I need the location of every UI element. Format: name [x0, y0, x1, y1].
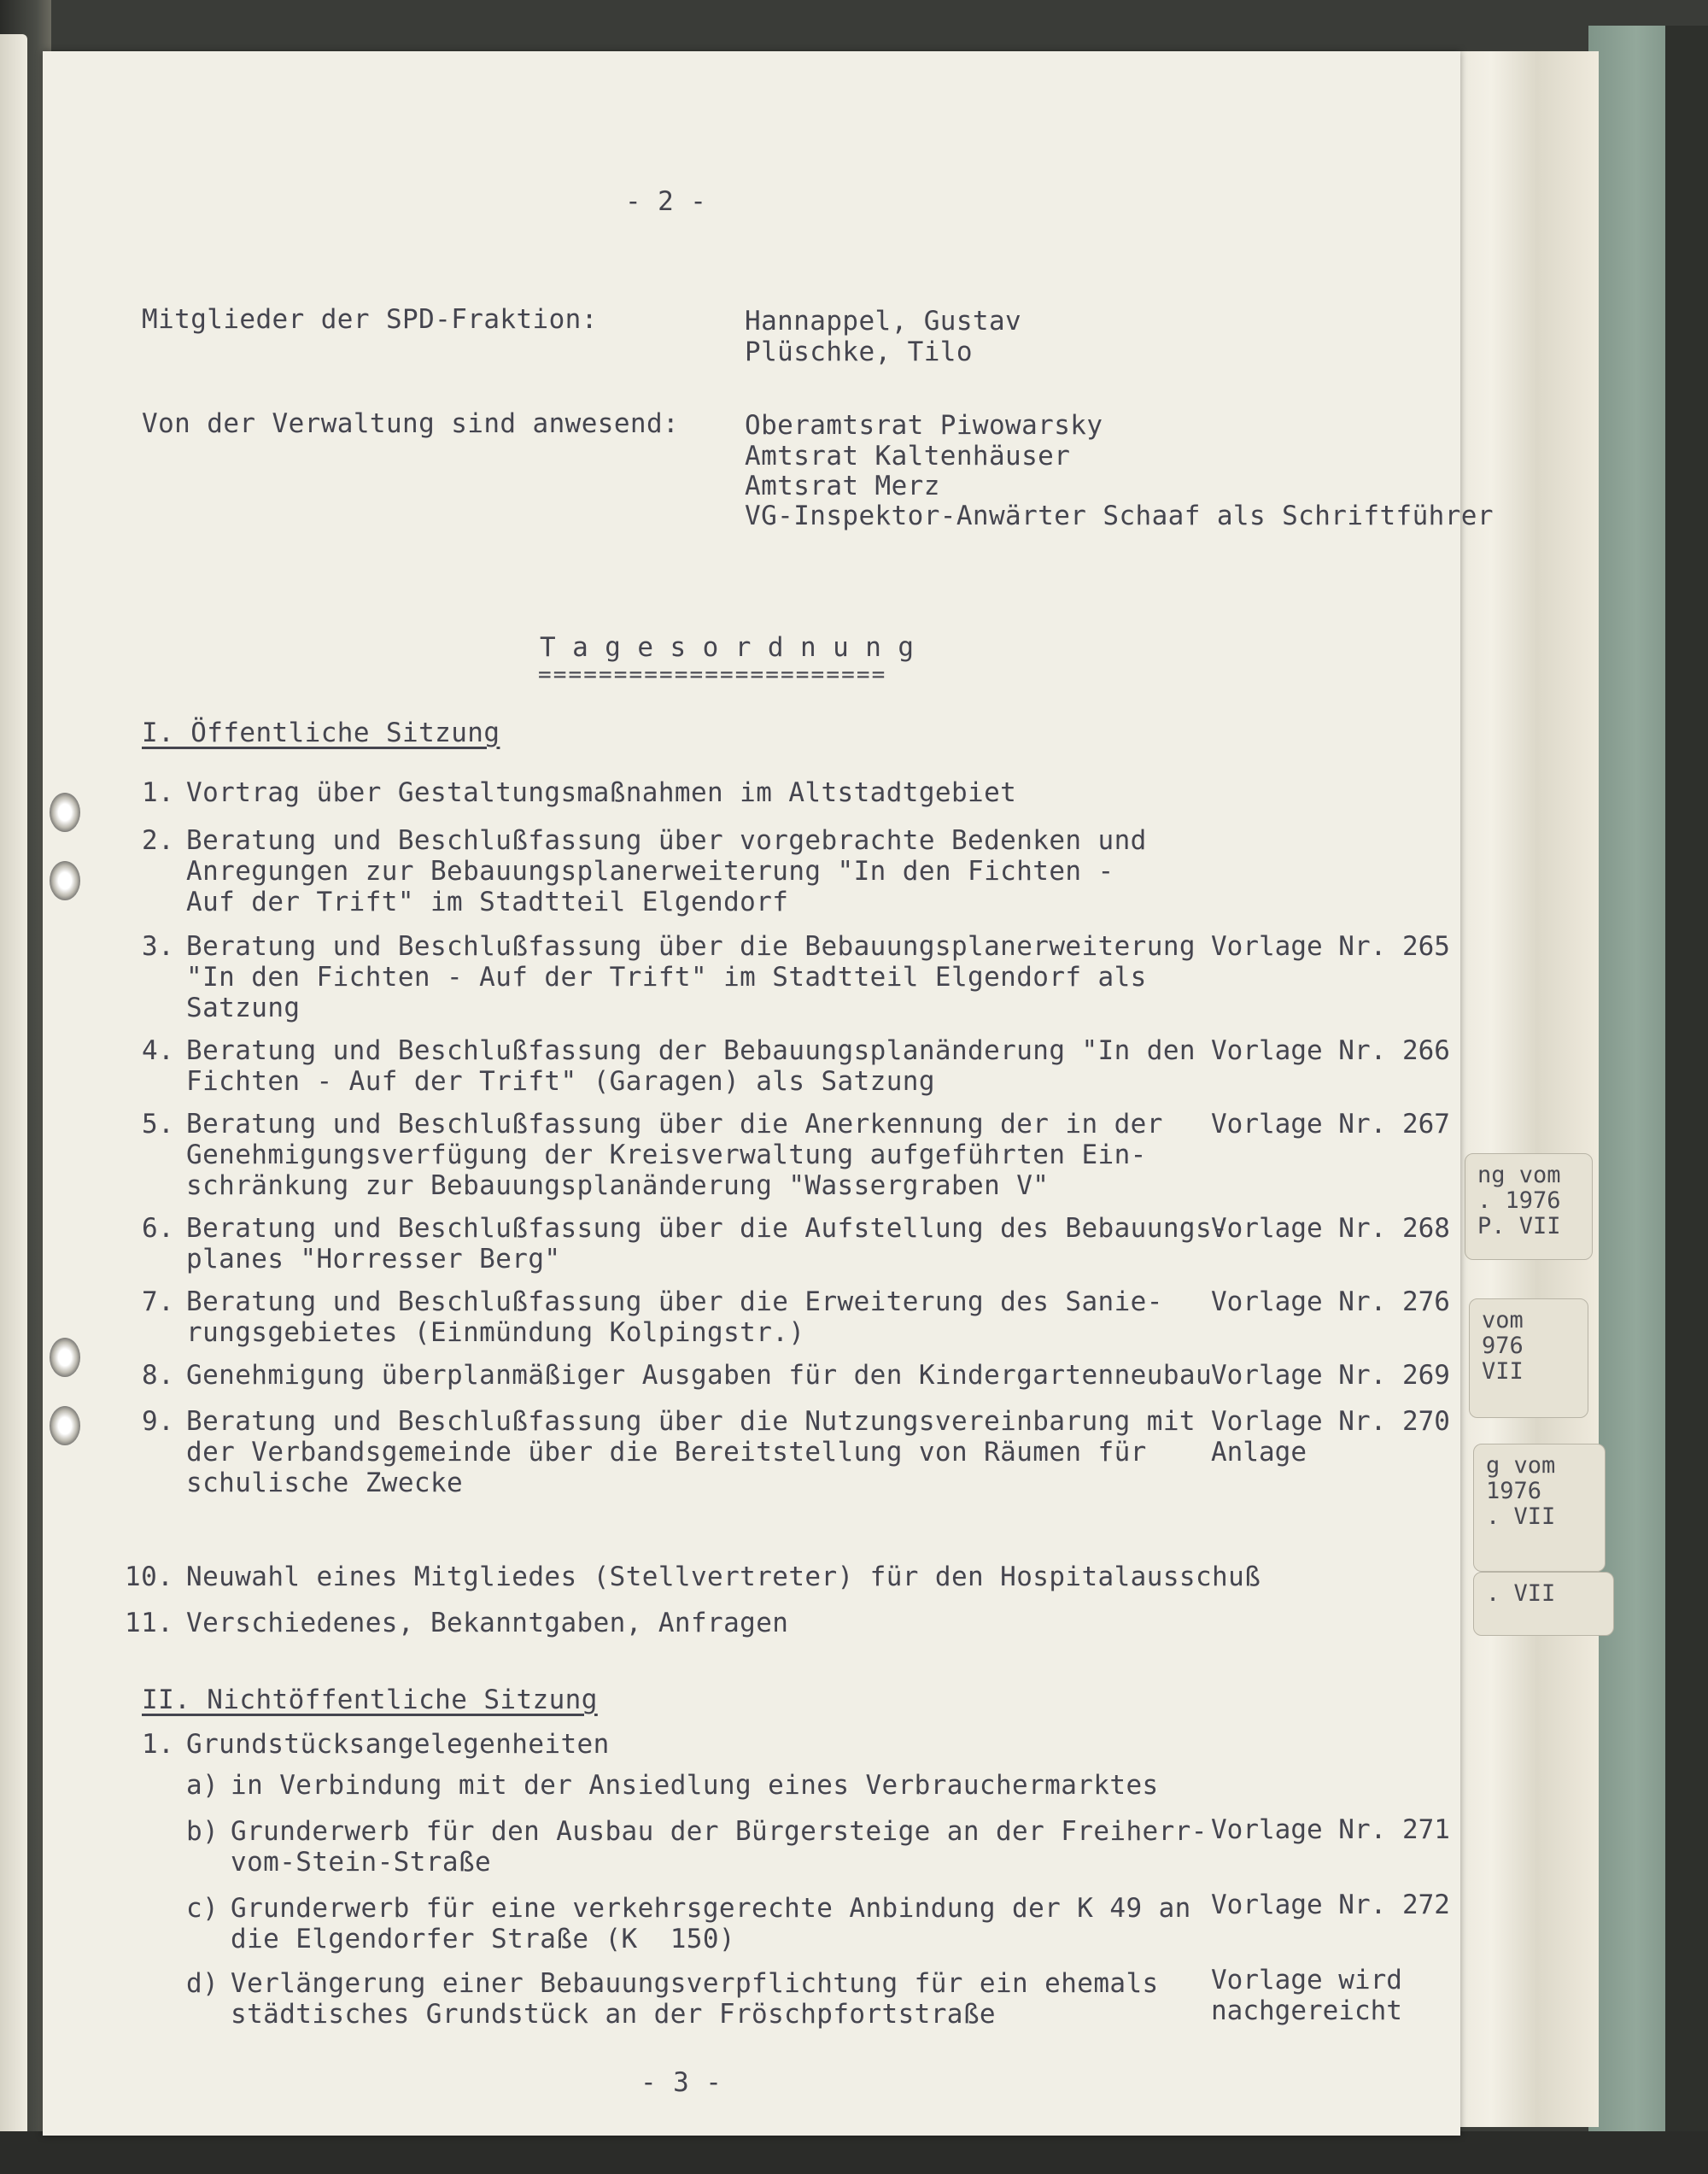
punch-hole [50, 793, 80, 832]
item-reference: Vorlage Nr. 270 Anlage [1211, 1406, 1450, 1468]
attendee-name: Amtsrat Kaltenhäuser [745, 441, 1071, 472]
item-reference: Vorlage Nr. 269 [1211, 1360, 1450, 1391]
page-number-bottom: - 3 - [640, 2067, 722, 2098]
item-text: Grundstücksangelegenheiten [186, 1729, 610, 1760]
item-number: 2. [142, 825, 175, 856]
item-text: Beratung und Beschlußfassung über die Anerkennung der in der Genehmigungsverfügung der Kreisverwaltung aufgeführten Ein- schränkung zur Bebauungsplanänderung "Wassergraben V" [186, 1109, 1163, 1201]
punch-hole [50, 861, 80, 900]
binder-spine-right [1665, 26, 1708, 2174]
attendee-name: Plüschke, Tilo [745, 337, 973, 367]
item-reference: Vorlage Nr. 266 [1211, 1035, 1450, 1066]
subitem-text: Verlängerung einer Bebauungsverpflichtung für ein ehemals städtisches Grundstück an der Fröschpfortstraße [231, 1968, 1159, 2030]
item-text: Beratung und Beschlußfassung über die Erweiterung des Sanie- rungsgebietes (Einmündung Kolpingstr.) [186, 1286, 1163, 1348]
item-number: 9. [142, 1406, 175, 1437]
subitem-text: in Verbindung mit der Ansiedlung eines Verbrauchermarktes [231, 1770, 1159, 1801]
item-text: Vortrag über Gestaltungsmaßnahmen im Altstadtgebiet [186, 777, 1017, 808]
item-number: 11. [125, 1608, 174, 1638]
item-reference: Vorlage Nr. 265 [1211, 931, 1450, 962]
item-text: Beratung und Beschlußfassung über die Nutzungsvereinbarung mit der Verbandsgemeinde über die Bereitstellung von Räumen für schulische Zwecke [186, 1406, 1196, 1498]
index-tab[interactable]: vom 976 VII [1469, 1298, 1588, 1418]
left-page-edge [0, 34, 27, 2153]
subitem-text: Grunderwerb für eine verkehrsgerechte Anbindung der K 49 an die Elgendorfer Straße (K 150) [231, 1893, 1191, 1954]
item-reference: Vorlage Nr. 272 [1211, 1890, 1450, 1920]
item-text: Beratung und Beschlußfassung über vorgebrachte Bedenken und Anregungen zur Bebauungsplanerweiterung "In den Fichten - Auf der Trift" im Stadtteil Elgendorf [186, 825, 1147, 917]
subitem-letter: c) [186, 1893, 219, 1924]
subitem-letter: d) [186, 1968, 219, 1999]
scan-bottom-background [0, 2131, 1708, 2174]
index-tab[interactable]: ng vom . 1976 P. VII [1465, 1153, 1593, 1260]
attendee-label: Von der Verwaltung sind anwesend: [142, 408, 680, 439]
item-reference: Vorlage wird nachgereicht [1211, 1965, 1402, 2026]
subitem-letter: b) [186, 1816, 219, 1847]
item-number: 1. [142, 777, 175, 808]
item-text: Beratung und Beschlußfassung über die Bebauungsplanerweiterung "In den Fichten - Auf der Trift" im Stadtteil Elgendorf als Satzung [186, 931, 1196, 1023]
item-number: 6. [142, 1213, 175, 1244]
subitem-letter: a) [186, 1770, 219, 1801]
item-number: 4. [142, 1035, 175, 1066]
item-text: Neuwahl eines Mitgliedes (Stellvertreter) für den Hospitalausschuß [186, 1562, 1261, 1592]
item-number: 7. [142, 1286, 175, 1317]
item-number: 8. [142, 1360, 175, 1391]
agenda-title: T a g e s o r d n u n g [540, 632, 915, 663]
attendee-name: Amtsrat Merz [745, 471, 940, 501]
attendee-name: Hannappel, Gustav [745, 306, 1022, 337]
item-text: Beratung und Beschlußfassung über die Aufstellung des Bebauungs- planes "Horresser Berg" [186, 1213, 1229, 1275]
section-heading-public: I. Öffentliche Sitzung [142, 718, 500, 748]
attendee-name: Oberamtsrat Piwowarsky [745, 410, 1103, 441]
item-number: 1. [142, 1729, 175, 1760]
item-text: Verschiedenes, Bekanntgaben, Anfragen [186, 1608, 789, 1638]
item-reference: Vorlage Nr. 276 [1211, 1286, 1450, 1317]
agenda-title-rule: ======================= [538, 662, 887, 688]
item-number: 10. [125, 1562, 174, 1592]
page-number-top: - 2 - [625, 186, 707, 217]
item-reference: Vorlage Nr. 267 [1211, 1109, 1450, 1140]
page-stack-edge [1443, 51, 1599, 2127]
attendee-label: Mitglieder der SPD-Fraktion: [142, 304, 598, 335]
item-reference: Vorlage Nr. 268 [1211, 1213, 1450, 1244]
item-reference: Vorlage Nr. 271 [1211, 1814, 1450, 1845]
attendee-name: VG-Inspektor-Anwärter Schaaf als Schriftführer [745, 501, 1494, 531]
item-number: 3. [142, 931, 175, 962]
document-page [43, 51, 1494, 2136]
subitem-text: Grunderwerb für den Ausbau der Bürgersteige an der Freiherr- vom-Stein-Straße [231, 1816, 1208, 1878]
item-text: Genehmigung überplanmäßiger Ausgaben für den Kindergartenneubau [186, 1360, 1213, 1391]
punch-hole [50, 1338, 80, 1377]
punch-hole [50, 1406, 80, 1445]
item-number: 5. [142, 1109, 175, 1140]
index-tab[interactable]: . VII [1473, 1572, 1614, 1636]
index-tab[interactable]: g vom 1976 . VII [1473, 1444, 1606, 1572]
item-text: Beratung und Beschlußfassung der Bebauungsplanänderung "In den Fichten - Auf der Trift" (Garagen) als Satzung [186, 1035, 1196, 1097]
section-heading-private: II. Nichtöffentliche Sitzung [142, 1685, 598, 1715]
